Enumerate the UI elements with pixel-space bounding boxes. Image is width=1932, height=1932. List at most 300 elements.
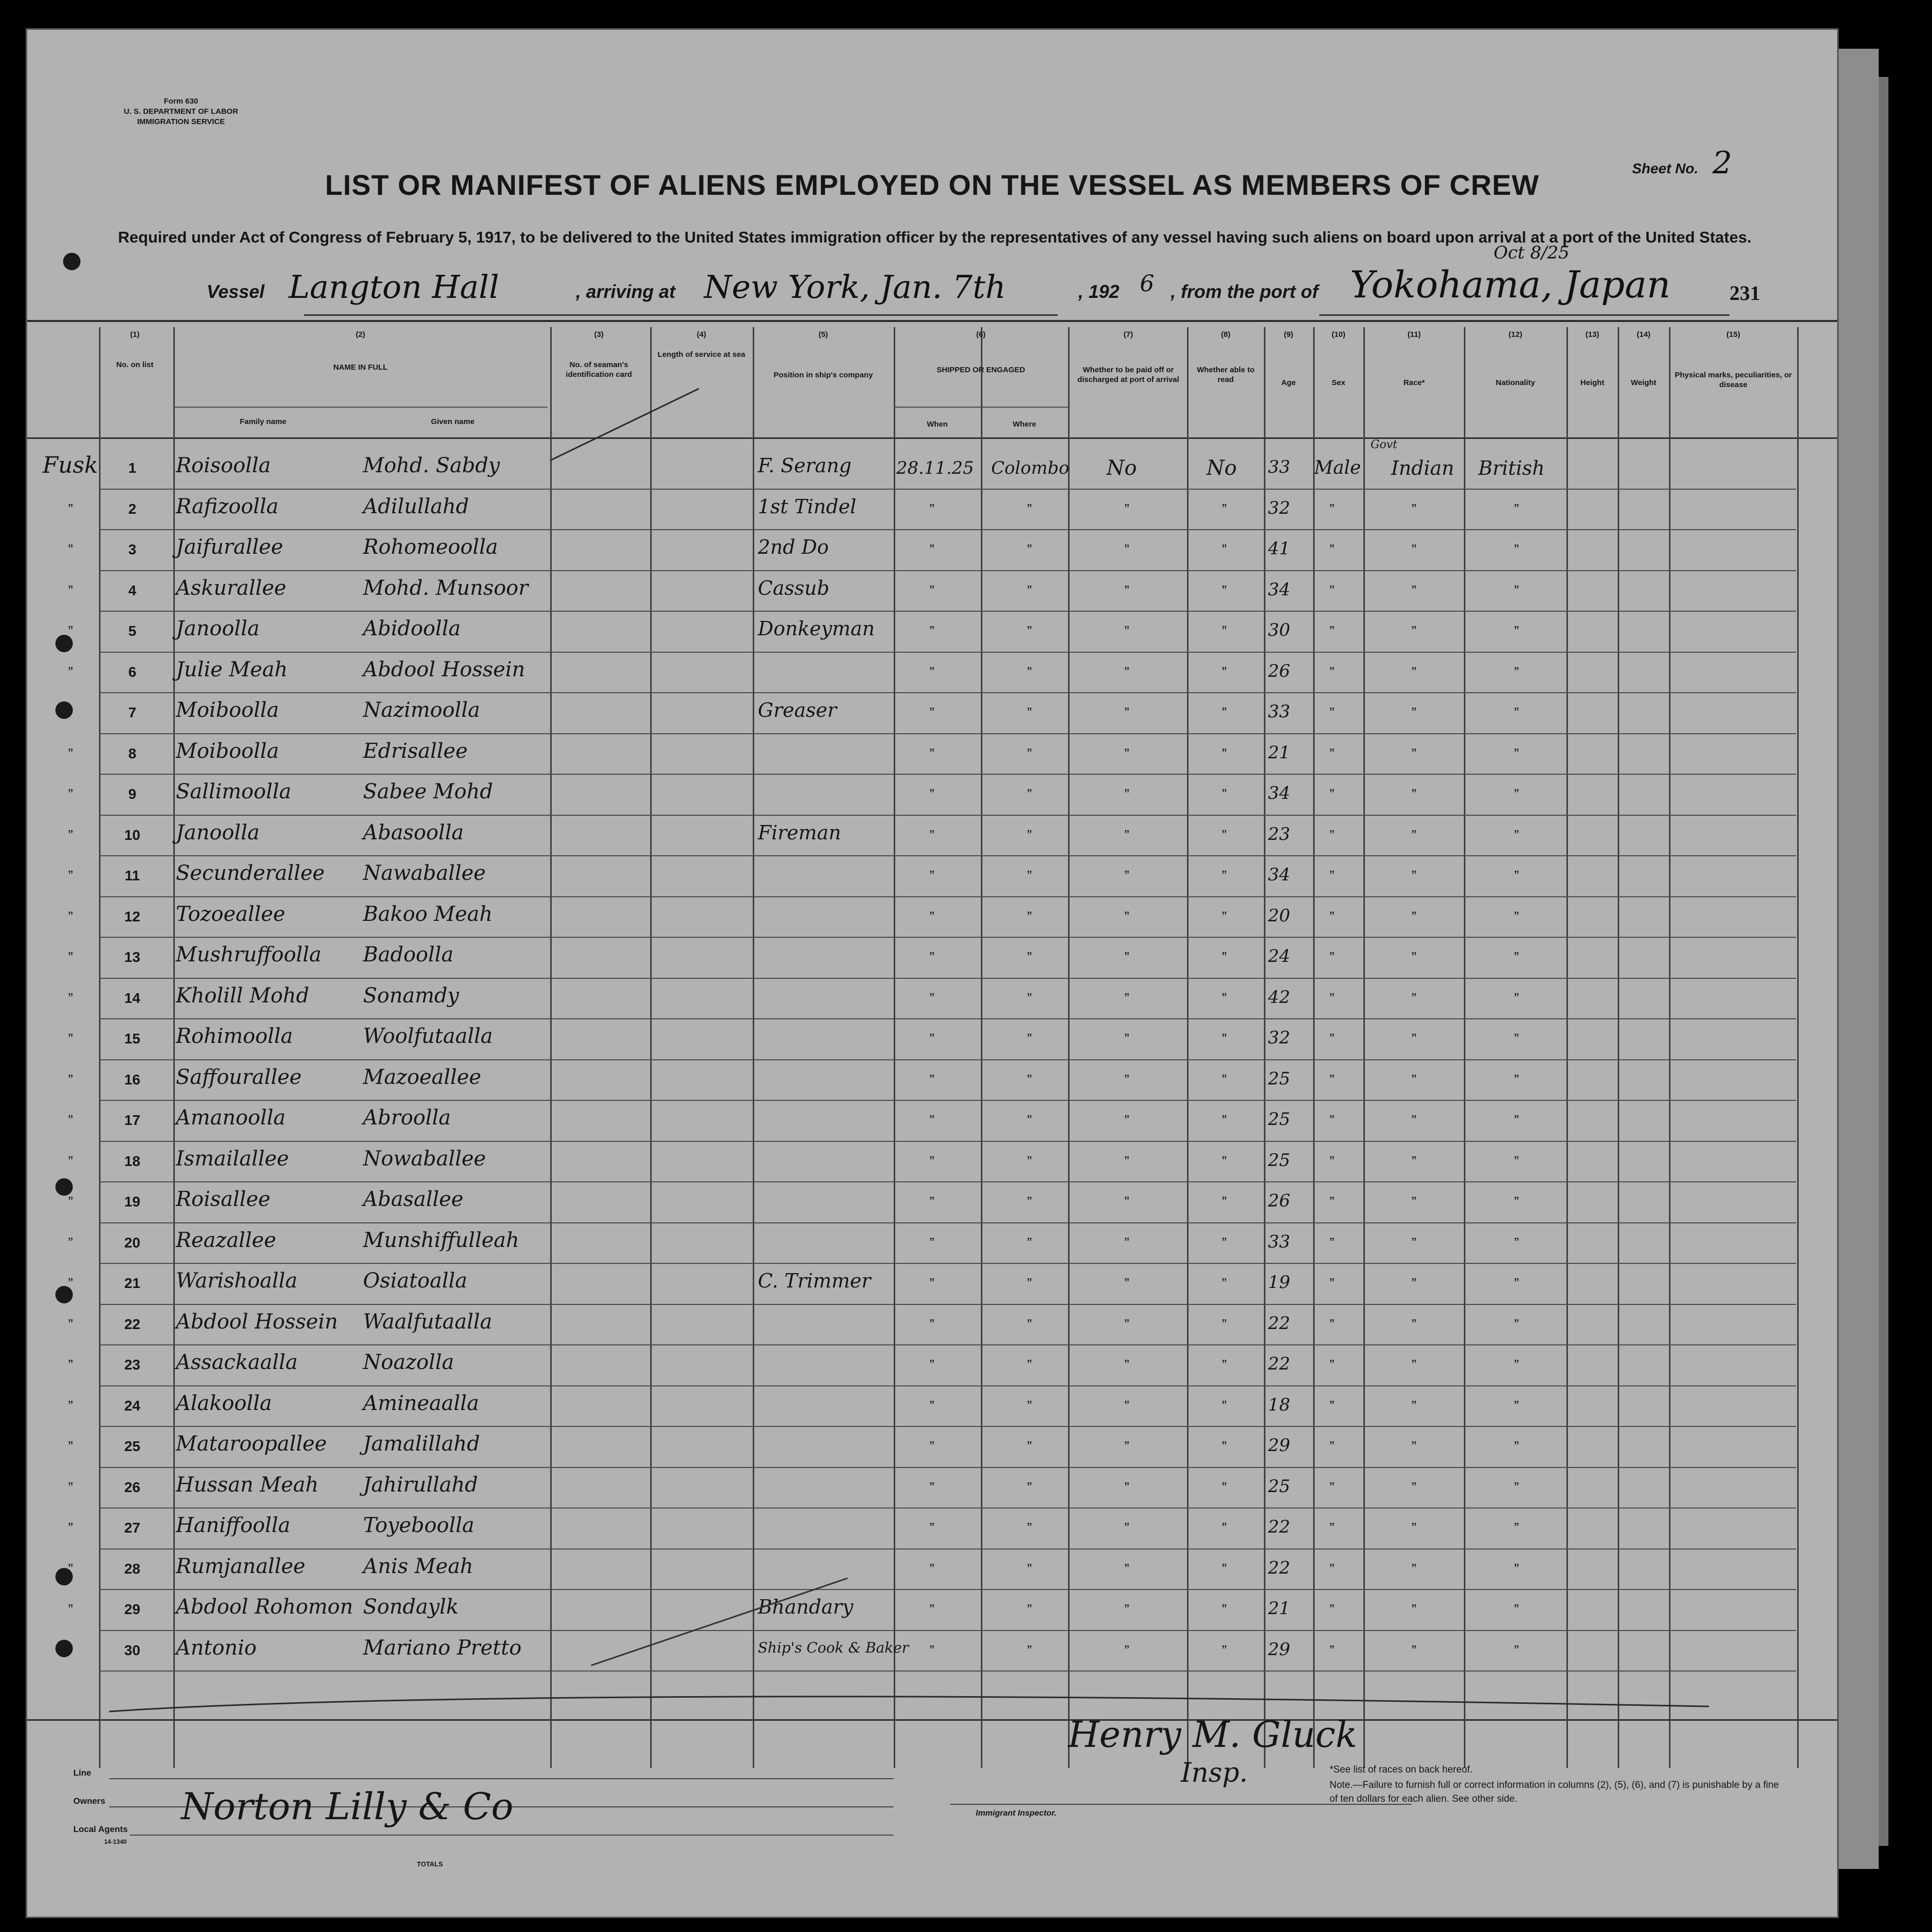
ditto-mark: ” (1124, 1194, 1130, 1210)
given-name: Mazoeallee (363, 1065, 481, 1089)
ditto-mark: ” (1124, 1153, 1130, 1169)
sheet-number-label: Sheet No. (1632, 160, 1699, 176)
ditto-mark: ” (1027, 908, 1032, 924)
position: 1st Tindel (758, 495, 856, 518)
ditto-mark: ” (68, 786, 73, 802)
family-name: Ismailallee (176, 1146, 289, 1171)
ditto-mark: ” (1124, 1601, 1130, 1617)
ditto-mark: ” (1222, 582, 1227, 598)
ditto-mark: ” (1027, 745, 1032, 761)
ditto-mark: ” (1222, 1642, 1227, 1658)
sheet-number-value: 2 (1712, 145, 1733, 181)
row-number: 14 (124, 990, 140, 1006)
ditto-mark: ” (1027, 500, 1032, 517)
ditto-mark: ” (1222, 1520, 1227, 1536)
year-prefix: , 192 (1078, 281, 1120, 302)
row-number: 27 (124, 1520, 140, 1536)
row-number: 22 (124, 1316, 140, 1332)
age: 32 (1268, 497, 1291, 518)
ditto-mark: ” (1412, 1479, 1417, 1495)
ditto-mark: ” (1027, 1071, 1032, 1088)
family-name: Tozoeallee (176, 902, 286, 926)
ditto-mark: ” (1124, 949, 1130, 965)
penalty-note: Note.—Failure to furnish full or correct information in columns (2), (5), (6), and (7) is punishable by a fine of ten dollars for each alien. See other side. (1330, 1780, 1779, 1804)
ditto-mark: ” (1330, 827, 1335, 843)
ditto-mark: ” (1412, 1031, 1417, 1046)
ditto-mark: ” (930, 868, 935, 883)
ditto-mark: ” (1412, 663, 1417, 680)
given-name: Sondaylk (363, 1595, 459, 1619)
row-number: 16 (124, 1071, 140, 1088)
arriving-port: New York, Jan. 7th (704, 268, 1006, 306)
ditto-mark: ” (930, 990, 935, 1006)
age: 26 (1268, 660, 1291, 681)
vessel-name: Langton Hall (289, 268, 499, 306)
ditto-mark: ” (1412, 623, 1417, 639)
family-name: Assackaalla (176, 1351, 298, 1374)
ditto-mark: ” (68, 949, 73, 965)
ditto-mark: ” (68, 705, 73, 720)
given-name: Jamalillahd (363, 1432, 480, 1456)
ditto-mark: ” (1330, 868, 1335, 883)
position: F. Serang (758, 454, 852, 477)
ditto-mark: ” (1514, 908, 1519, 924)
given-name: Badoolla (363, 943, 454, 967)
ditto-mark: ” (930, 1520, 935, 1536)
ditto-mark: ” (1124, 1479, 1130, 1495)
ditto-mark: ” (1124, 663, 1130, 680)
ditto-mark: ” (1222, 1479, 1227, 1495)
races-note: *See list of races on back hereof. (1330, 1764, 1473, 1775)
ditto-mark: ” (1514, 1397, 1519, 1414)
ditto-mark: ” (1412, 827, 1417, 843)
ditto-mark: ” (1330, 1316, 1335, 1332)
ditto-mark: ” (930, 908, 935, 924)
age: 25 (1268, 1476, 1291, 1497)
col-11-number: (11) (1407, 330, 1421, 339)
family-name: Julie Meah (176, 657, 288, 681)
ditto-mark: ” (1222, 1560, 1227, 1577)
ditto-mark: ” (1514, 1071, 1519, 1088)
ditto-mark: ” (930, 1071, 935, 1088)
given-name: Munshiffulleah (363, 1228, 519, 1252)
row-number: 2 (128, 500, 136, 517)
ditto-mark: ” (1124, 1316, 1130, 1332)
ditto-mark: ” (1124, 1642, 1130, 1658)
ditto-mark: ” (1412, 745, 1417, 761)
ditto-mark: ” (1027, 1642, 1032, 1658)
ditto-mark: ” (1412, 868, 1417, 883)
ditto-mark: ” (930, 1112, 935, 1128)
row-number: 1 (128, 460, 136, 476)
ditto-mark: ” (1412, 1438, 1417, 1454)
position: Bhandary (758, 1596, 854, 1618)
family-name: Kholill Mohd (176, 983, 310, 1008)
ditto-mark: ” (930, 1397, 935, 1414)
row-number: 24 (124, 1397, 140, 1414)
cross-out-strokes (27, 30, 1837, 1917)
ditto-mark: ” (1412, 1275, 1417, 1291)
given-name: Abroolla (363, 1106, 451, 1130)
col-1-label: No. on list (116, 360, 154, 369)
row-number: 4 (128, 582, 136, 598)
ditto-mark: ” (68, 1153, 73, 1169)
ditto-mark: ” (1124, 1234, 1130, 1251)
given-name: Sonamdy (363, 983, 459, 1008)
ditto-mark: ” (1027, 1153, 1032, 1169)
ditto-mark: ” (1124, 745, 1130, 761)
col-6-number: (6) (976, 330, 986, 339)
given-name: Jahirullahd (363, 1473, 478, 1497)
row-number: 3 (128, 541, 136, 557)
ditto-mark: ” (68, 827, 73, 843)
ditto-mark: ” (1222, 623, 1227, 639)
ditto-mark: ” (68, 663, 73, 680)
ditto-mark: ” (1412, 705, 1417, 720)
ditto-mark: ” (1124, 1397, 1130, 1414)
ditto-mark: ” (1412, 1642, 1417, 1658)
age: 41 (1268, 538, 1291, 559)
class-note: Fusk (43, 452, 98, 478)
ditto-mark: ” (1514, 582, 1519, 598)
ditto-mark: ” (1330, 1071, 1335, 1088)
row-number: 17 (124, 1112, 140, 1128)
ditto-mark: ” (1514, 1153, 1519, 1169)
row-number: 20 (124, 1234, 140, 1251)
ditto-mark: ” (930, 827, 935, 843)
ditto-mark: ” (1514, 500, 1519, 517)
ditto-mark: ” (68, 1520, 73, 1536)
totals-label: TOTALS (417, 1860, 443, 1868)
col-15-label: Physical marks, peculiarities, or disease (1675, 371, 1792, 389)
family-name: Rohimoolla (176, 1024, 293, 1048)
ditto-mark: ” (1124, 541, 1130, 557)
when-header: When (927, 420, 948, 429)
given-name: Sabee Mohd (363, 780, 493, 803)
family-name: Reazallee (176, 1228, 276, 1252)
age: 34 (1268, 579, 1291, 600)
from-label: , from the port of (1171, 281, 1318, 302)
ditto-mark: ” (1514, 949, 1519, 965)
family-name: Moiboolla (176, 698, 279, 722)
row-number: 12 (124, 908, 140, 924)
age: 26 (1268, 1191, 1291, 1211)
ditto-mark: ” (1514, 868, 1519, 883)
given-name: Bakoo Meah (363, 902, 493, 926)
age: 22 (1268, 1313, 1291, 1334)
col-15-number: (15) (1726, 330, 1740, 339)
ditto-mark: ” (1222, 990, 1227, 1006)
given-name-header: Given name (431, 417, 475, 426)
ditto-mark: ” (1027, 1031, 1032, 1046)
family-name: Abdool Rohomon (176, 1595, 353, 1619)
age: 21 (1268, 742, 1291, 763)
ditto-mark: ” (1124, 868, 1130, 883)
ditto-mark: ” (68, 1601, 73, 1617)
shipped-when: 28.11.25 (896, 458, 974, 478)
ditto-mark: ” (1330, 990, 1335, 1006)
page-subtitle: Required under Act of Congress of February 5, 1917, to be delivered to the United States immigration officer by the representatives of any vessel having such aliens on board upon arrival at a port of the United States. (118, 228, 1752, 246)
ditto-mark: ” (930, 541, 935, 557)
ditto-mark: ” (1514, 990, 1519, 1006)
ditto-mark: ” (1124, 1071, 1130, 1088)
ditto-mark: ” (930, 1153, 935, 1169)
family-name: Roisoolla (176, 454, 271, 477)
race-value: Indian (1391, 457, 1455, 479)
line-label: Line (73, 1768, 91, 1778)
ditto-mark: ” (1222, 949, 1227, 965)
ditto-mark: ” (1222, 745, 1227, 761)
col-10-label: Sex (1332, 378, 1345, 387)
ditto-mark: ” (1412, 1316, 1417, 1332)
given-name: Nazimoolla (363, 698, 480, 722)
ditto-mark: ” (68, 500, 73, 517)
ditto-mark: ” (1222, 500, 1227, 517)
shipped-where: Colombo (991, 458, 1070, 478)
col-8-number: (8) (1221, 330, 1231, 339)
ditto-mark: ” (1412, 1153, 1417, 1169)
ditto-mark: ” (1412, 1560, 1417, 1577)
ditto-mark: ” (1222, 1316, 1227, 1332)
row-number: 19 (124, 1194, 140, 1210)
ditto-mark: ” (68, 1031, 73, 1046)
given-name: Noazolla (363, 1351, 454, 1374)
age: 34 (1268, 864, 1291, 885)
ditto-mark: ” (1027, 786, 1032, 802)
family-name: Antonio (176, 1636, 257, 1660)
local-agents-label: Local Agents (73, 1824, 128, 1834)
ditto-mark: ” (930, 500, 935, 517)
age: 25 (1268, 1150, 1291, 1171)
ditto-mark: ” (1514, 1031, 1519, 1046)
position: C. Trimmer (758, 1270, 871, 1292)
age: 21 (1268, 1598, 1291, 1619)
ditto-mark: ” (1412, 990, 1417, 1006)
ditto-mark: ” (930, 1194, 935, 1210)
ditto-mark: ” (1027, 1601, 1032, 1617)
family-name: Abdool Hossein (176, 1310, 338, 1334)
ditto-mark: ” (930, 1438, 935, 1454)
ditto-mark: ” (68, 541, 73, 557)
row-number: 5 (128, 623, 136, 639)
ditto-mark: ” (930, 1479, 935, 1495)
ditto-mark: ” (1222, 1153, 1227, 1169)
ditto-mark: ” (1514, 1275, 1519, 1291)
ditto-mark: ” (1330, 1560, 1335, 1577)
ditto-mark: ” (1222, 868, 1227, 883)
col-3-label: No. of seaman's identification card (566, 360, 632, 379)
ditto-mark: ” (1514, 1438, 1519, 1454)
read-value: No (1206, 456, 1237, 480)
family-name: Alakoolla (176, 1391, 272, 1415)
ditto-mark: ” (1124, 1031, 1130, 1046)
ditto-mark: ” (1124, 705, 1130, 720)
line-rule (109, 1778, 894, 1779)
ditto-mark: ” (1222, 908, 1227, 924)
agents-rule (130, 1835, 894, 1836)
ditto-mark: ” (1514, 663, 1519, 680)
ditto-mark: ” (1222, 1397, 1227, 1414)
ditto-mark: ” (1330, 908, 1335, 924)
ditto-mark: ” (68, 990, 73, 1006)
ditto-mark: ” (1412, 541, 1417, 557)
given-name: Rohomeoolla (363, 535, 498, 559)
department-line: U. S. DEPARTMENT OF LABOR (124, 107, 238, 116)
ditto-mark: ” (1514, 1194, 1519, 1210)
ditto-mark: ” (1514, 786, 1519, 802)
family-name: Rumjanallee (176, 1554, 306, 1578)
ditto-mark: ” (930, 1601, 935, 1617)
ditto-mark: ” (930, 1357, 935, 1373)
ditto-mark: ” (1222, 663, 1227, 680)
family-name: Mushruffoolla (176, 943, 321, 967)
ditto-mark: ” (1330, 1234, 1335, 1251)
col-4-label: Length of service at sea (657, 350, 746, 359)
ditto-mark: ” (68, 908, 73, 924)
ditto-mark: ” (1124, 786, 1130, 802)
age: 24 (1268, 946, 1291, 967)
position: Greaser (758, 699, 837, 721)
age: 22 (1268, 1557, 1291, 1578)
given-name: Abdool Hossein (363, 657, 526, 681)
owners-label: Owners (73, 1796, 106, 1806)
port-date: Oct 8/25 (1494, 243, 1569, 263)
ditto-mark: ” (1330, 541, 1335, 557)
family-name: Jaifurallee (176, 535, 284, 559)
position: Donkeyman (758, 617, 875, 640)
ditto-mark: ” (1222, 541, 1227, 557)
given-name: Waalfutaalla (363, 1310, 492, 1334)
ditto-mark: ” (1330, 1438, 1335, 1454)
given-name: Mariano Pretto (363, 1636, 522, 1660)
given-name: Osiatoalla (363, 1269, 468, 1293)
row-number: 8 (128, 745, 136, 761)
col-6-label: SHIPPED OR ENGAGED (936, 366, 1025, 374)
inspector-title: Insp. (1181, 1758, 1248, 1788)
ditto-mark: ” (930, 1316, 935, 1332)
col-8-label: Whether able to read (1197, 366, 1255, 384)
ditto-mark: ” (1027, 1112, 1032, 1128)
page-title: LIST OR MANIFEST OF ALIENS EMPLOYED ON THE VESSEL AS MEMBERS OF CREW (325, 169, 1540, 201)
ditto-mark: ” (1222, 1357, 1227, 1373)
ditto-mark: ” (1330, 1031, 1335, 1046)
given-name: Adilullahd (363, 494, 469, 518)
row-number: 10 (124, 827, 140, 843)
col-12-label: Nationality (1496, 378, 1535, 387)
ditto-mark: ” (1330, 786, 1335, 802)
col-14-number: (14) (1637, 330, 1651, 339)
ditto-mark: ” (68, 1194, 73, 1210)
ditto-mark: ” (1027, 1194, 1032, 1210)
ditto-mark: ” (1412, 1601, 1417, 1617)
ditto-mark: ” (68, 1112, 73, 1128)
given-name: Abasoolla (363, 820, 464, 844)
age: 18 (1268, 1394, 1291, 1415)
row-number: 18 (124, 1153, 140, 1169)
form-code: 14-1340 (104, 1838, 127, 1845)
age: 30 (1268, 620, 1291, 640)
sex-value: Male (1314, 457, 1361, 478)
ditto-mark: ” (1330, 1194, 1335, 1210)
ditto-mark: ” (1027, 705, 1032, 720)
service-line: IMMIGRATION SERVICE (137, 117, 225, 126)
ditto-mark: ” (1412, 1071, 1417, 1088)
family-name: Askurallee (176, 576, 287, 600)
ditto-mark: ” (1124, 582, 1130, 598)
age: 32 (1268, 1028, 1291, 1048)
ditto-mark: ” (930, 949, 935, 965)
inspector-signature: Henry M. Gluck (1068, 1714, 1357, 1756)
form-number-line: Form 630 (164, 97, 198, 106)
row-number: 15 (124, 1031, 140, 1046)
ditto-mark: ” (1330, 1153, 1335, 1169)
col-13-number: (13) (1585, 330, 1599, 339)
given-name: Anis Meah (363, 1554, 473, 1578)
col-5-number: (5) (818, 330, 828, 339)
ditto-mark: ” (1222, 1438, 1227, 1454)
ditto-mark: ” (1514, 1642, 1519, 1658)
ditto-mark: ” (1330, 582, 1335, 598)
ditto-mark: ” (68, 1642, 73, 1658)
year-suffix: 6 (1140, 271, 1154, 297)
ditto-mark: ” (1412, 1234, 1417, 1251)
ditto-mark: ” (930, 745, 935, 761)
ditto-mark: ” (1514, 541, 1519, 557)
row-number: 30 (124, 1642, 140, 1658)
ditto-mark: ” (1222, 786, 1227, 802)
paid-off-value: No (1106, 456, 1137, 480)
ditto-mark: ” (1514, 705, 1519, 720)
col-7-label: Whether to be paid off or discharged at port of arrival (1077, 366, 1179, 384)
ditto-mark: ” (1222, 1194, 1227, 1210)
ditto-mark: ” (1124, 623, 1130, 639)
ditto-mark: ” (1124, 1560, 1130, 1577)
family-name: Amanoolla (176, 1106, 286, 1130)
ditto-mark: ” (1222, 1275, 1227, 1291)
ditto-mark: ” (68, 1234, 73, 1251)
row-number: 6 (128, 663, 136, 680)
age: 20 (1268, 905, 1291, 926)
ditto-mark: ” (1412, 582, 1417, 598)
where-header: Where (1013, 420, 1036, 429)
age: 25 (1268, 1109, 1291, 1130)
family-name: Roisallee (176, 1188, 271, 1211)
ditto-mark: ” (1027, 868, 1032, 883)
ditto-mark: ” (1027, 1234, 1032, 1251)
ditto-mark: ” (1124, 1275, 1130, 1291)
family-name: Moiboolla (176, 739, 279, 763)
ditto-mark: ” (1124, 1357, 1130, 1373)
row-number: 28 (124, 1560, 140, 1577)
col-7-number: (7) (1123, 330, 1133, 339)
ditto-mark: ” (1412, 1194, 1417, 1210)
ditto-mark: ” (68, 1275, 73, 1291)
given-name: Toyeboolla (363, 1514, 475, 1537)
ditto-mark: ” (1330, 1642, 1335, 1658)
ditto-mark: ” (1027, 1316, 1032, 1332)
ditto-mark: ” (1514, 1316, 1519, 1332)
given-name: Amineaalla (363, 1391, 479, 1415)
ditto-mark: ” (1124, 827, 1130, 843)
ditto-mark: ” (1514, 1479, 1519, 1495)
ditto-mark: ” (68, 1071, 73, 1088)
given-name: Mohd. Sabdy (363, 454, 500, 477)
ditto-mark: ” (1412, 908, 1417, 924)
row-number: 21 (124, 1275, 140, 1291)
row-number: 23 (124, 1357, 140, 1373)
ditto-mark: ” (1330, 949, 1335, 965)
ditto-mark: ” (1514, 1112, 1519, 1128)
